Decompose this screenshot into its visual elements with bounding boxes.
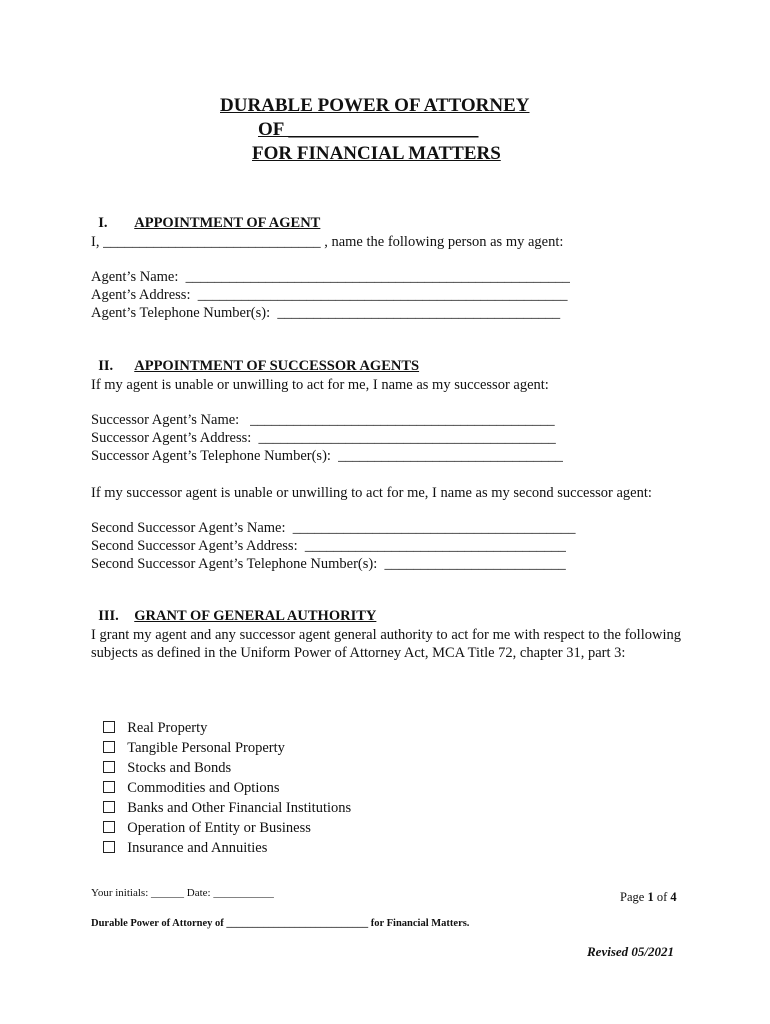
checklist-item-insurance-and-annuities[interactable] [96,818,267,858]
agent-phone-field[interactable]: Agent’s Telephone Number(s): _______________________________________ [91,305,561,321]
page-number [620,890,677,905]
section-2-number: II. [98,358,114,374]
section-2-title: APPOINTMENT OF SUCCESSOR AGENTS [134,358,420,374]
successor-address-field[interactable]: Successor Agent’s Address: _________________________________________ [91,430,556,446]
checklist-item-label: Tangible Personal Property [127,740,285,756]
second-successor-phone-field[interactable]: Second Successor Agent’s Telephone Number(s): _________________________ [91,556,566,572]
document-footer-line: Durable Power of Attorney of ___________________________ for Financial Matters. [91,918,470,929]
section-1-heading [91,198,320,232]
second-successor-intro-line: If my successor agent is unable or unwilling to act for me, I name as my second successor agent: [91,485,652,501]
checklist-item-label: Banks and Other Financial Institutions [127,800,352,816]
checklist-item-label: Stocks and Bonds [127,760,232,776]
agent-address-field[interactable]: Agent’s Address: ___________________________________________________ [91,287,568,303]
title-line-3: FOR FINANCIAL MATTERS [252,143,501,164]
page-current: 1 [647,890,654,904]
successor-phone-field[interactable]: Successor Agent’s Telephone Number(s): _______________________________ [91,448,563,464]
section-3-heading [91,591,376,625]
agent-name-field[interactable]: Agent’s Name: _____________________________________________________ [91,269,570,285]
section-3-number: III. [98,608,119,624]
checklist-item-label: Real Property [127,720,208,736]
section-1-title: APPOINTMENT OF AGENT [134,215,321,231]
agent-intro-line: I, ______________________________ , name the following person as my agent: [91,234,564,250]
title-line-2: OF ____________________ [258,119,479,140]
title-line-1: DURABLE POWER OF ATTORNEY [220,95,530,116]
general-authority-paragraph: I grant my agent and any successor agent general authority to act for me with respect to the following subjects as defined in the Uniform Power of Attorney Act, MCA Title 72, chapter 31, part 3: [91,627,681,661]
successor-intro-line: If my agent is unable or unwilling to act for me, I name as my successor agent: [91,377,549,393]
second-successor-name-field[interactable]: Second Successor Agent’s Name: _______________________________________ [91,520,576,536]
page-total: 4 [670,890,677,904]
section-2-heading [91,341,419,375]
revised-date: Revised 05/2021 [587,944,675,959]
section-1-number: I. [98,215,108,231]
checkbox-icon[interactable] [103,841,115,853]
checklist-item-label: Insurance and Annuities [127,840,268,856]
second-successor-address-field[interactable]: Second Successor Agent’s Address: ____________________________________ [91,538,566,554]
successor-name-field[interactable]: Successor Agent’s Name: __________________________________________ [91,412,555,428]
page-of: of [653,890,671,904]
section-3-title: GRANT OF GENERAL AUTHORITY [134,608,377,624]
page-prefix: Page [620,890,648,904]
initials-date-field[interactable]: Your initials: ______ Date: ___________ [91,887,274,899]
checklist-item-label: Operation of Entity or Business [127,820,311,836]
checklist-item-label: Commodities and Options [127,780,280,796]
